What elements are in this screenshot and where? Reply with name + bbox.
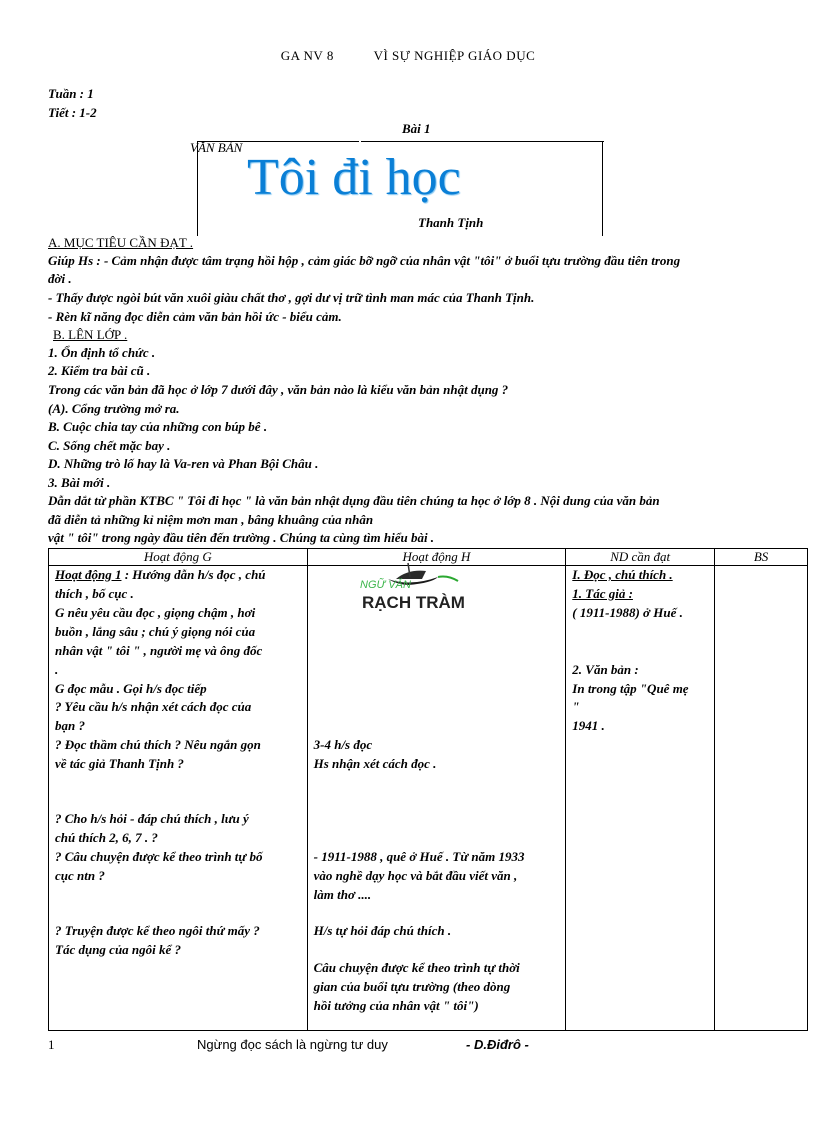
nd-line-4: 2. Văn bản : — [572, 662, 639, 677]
objective-line-3: - Thấy được ngòi bút văn xuôi giàu chất thơ , gợi dư vị trữ tình man mác của Thanh Tịnh. — [48, 290, 535, 305]
option-d: D. Những trò lố hay là Va-ren và Phan Bội Châu . — [48, 456, 319, 471]
column-bs — [715, 566, 808, 1031]
logo-bottom-text: RẠCH TRÀM — [362, 593, 465, 612]
page-header — [0, 48, 816, 64]
g-line-14: ? Câu chuyện được kể theo trình tự bố — [55, 849, 263, 864]
objective-line-4: - Rèn kĩ năng đọc diễn cảm văn bản hồi ức - biểu cảm. — [48, 309, 342, 324]
nd-line-3: ( 1911-1988) ở Huế . — [572, 605, 683, 620]
nd-line-7: 1941 . — [572, 718, 605, 733]
intro-line-2: đã diễn tả những kỉ niệm mơn man , bâng khuâng của nhân — [48, 512, 374, 527]
h-line-5: làm thơ .... — [313, 887, 372, 902]
g-line-10: ? Đọc thầm chú thích ? Nêu ngắn gọn — [55, 737, 261, 752]
header-activity-g: Hoạt động G — [49, 549, 308, 566]
option-a: (A). Cổng trường mở ra. — [48, 401, 180, 416]
page-number: 1 — [48, 1037, 55, 1052]
objective-line-2: đời . — [48, 271, 72, 286]
step-1: 1. Ổn định tổ chức . — [48, 345, 156, 360]
objective-line-1: Giúp Hs : - Cảm nhận được tâm trạng hồi hộp , cảm giác bỡ ngỡ của nhân vật "tôi" ở buổi tựu trường đầu tiên trong — [48, 253, 681, 268]
option-b: B. Cuộc chia tay của những con búp bê . — [48, 419, 268, 434]
g-line-2: thích , bố cục . — [55, 586, 134, 601]
g-line-1: Hoạt động 1 : Hướng dẫn h/s đọc , chú — [55, 567, 266, 582]
lesson-number: Bài 1 — [402, 121, 431, 136]
nd-line-2: 1. Tác giả : — [572, 586, 633, 601]
h-line-3: - 1911-1988 , quê ở Huế . Từ năm 1933 — [313, 849, 525, 864]
step-3: 3. Bài mới . — [48, 475, 111, 490]
nd-line-6: " — [572, 699, 580, 714]
title-frame-line — [197, 141, 359, 142]
g-line-13: chú thích 2, 6, 7 . ? — [55, 830, 158, 845]
column-content — [566, 566, 715, 1031]
g-line-16: ? Truyện được kể theo ngôi thứ mấy ? — [55, 923, 260, 938]
g-line-11: về tác giả Thanh Tịnh ? — [55, 756, 184, 771]
watermark-logo — [348, 559, 478, 615]
header-activity-h: Hoạt động H — [307, 549, 566, 566]
section-a-heading: A. MỤC TIÊU CẦN ĐẠT . — [48, 235, 194, 250]
step-2: 2. Kiểm tra bài cũ . — [48, 363, 151, 378]
week-label: Tuần : 1 — [48, 86, 94, 101]
g-line-7: G đọc mẫu . Gọi h/s đọc tiếp — [55, 681, 207, 696]
g-line-6: . — [55, 662, 59, 677]
h-line-9: hồi tưởng của nhân vật " tôi") — [313, 998, 479, 1013]
g-line-12: ? Cho h/s hỏi - đáp chú thích , lưu ý — [55, 811, 249, 826]
h-line-8: gian của buổi tựu trường (theo dòng — [313, 979, 511, 994]
h-line-4: vào nghề dạy học và bắt đầu viết văn , — [313, 868, 518, 883]
g-line-9: bạn ? — [55, 718, 85, 733]
intro-line-3: vật " tôi" trong ngày đầu tiên đến trường . Chúng ta cùng tìm hiểu bài . — [48, 530, 435, 545]
g-line-5: nhân vật " tôi " , người mẹ và ông đốc — [55, 643, 263, 658]
h-line-1: 3-4 h/s đọc — [313, 737, 373, 752]
footer-author: - D.Điđrô - — [466, 1037, 529, 1052]
g-line-8: ? Yêu cầu h/s nhận xét cách đọc của — [55, 699, 252, 714]
review-question: Trong các văn bản đã học ở lớp 7 dưới đây , văn bản nào là kiểu văn bản nhật dụng ? — [48, 382, 509, 397]
logo-top-text: NGỮ VĂN — [360, 579, 411, 591]
column-teacher — [49, 566, 308, 1031]
nd-line-1: I. Đọc , chú thích . — [572, 567, 673, 582]
lesson-table — [48, 548, 808, 1031]
g-line-3: G nêu yêu cầu đọc , giọng chậm , hơi — [55, 605, 256, 620]
nd-line-5: In trong tập "Quê mẹ — [572, 681, 689, 696]
h-line-6: H/s tự hỏi đáp chú thích . — [313, 923, 452, 938]
g-line-15: cục ntn ? — [55, 868, 105, 883]
header-left: GA NV 8 — [280, 48, 334, 63]
section-b-heading: B. LÊN LỚP . — [53, 327, 128, 342]
lesson-title: Tôi đi học — [247, 149, 461, 206]
intro-line-1: Dẫn dắt từ phần KTBC " Tôi đi học " là văn bản nhật dụng đầu tiên chúng ta học ở lớp 8 . Nội dung của văn bản — [48, 493, 660, 508]
option-c: C. Sống chết mặc bay . — [48, 438, 171, 453]
period-label: Tiết : 1-2 — [48, 105, 97, 120]
header-bs: BS — [715, 549, 808, 566]
header-content: ND cần đạt — [566, 549, 715, 566]
footer-quote: Ngừng đọc sách là ngừng tư duy — [197, 1037, 388, 1052]
header-right: VÌ SỰ NGHIỆP GIÁO DỤC — [373, 48, 536, 63]
g-line-4: buồn , lắng sâu ; chú ý giọng nói của — [55, 624, 256, 639]
text-type-label: VĂN BẢN — [190, 140, 243, 155]
h-line-2: Hs nhận xét cách đọc . — [313, 756, 437, 771]
h-line-7: Câu chuyện được kể theo trình tự thời — [313, 960, 520, 975]
g-line-17: Tác dụng của ngôi kể ? — [55, 942, 182, 957]
lesson-author: Thanh Tịnh — [418, 215, 484, 230]
column-student — [307, 566, 566, 1031]
